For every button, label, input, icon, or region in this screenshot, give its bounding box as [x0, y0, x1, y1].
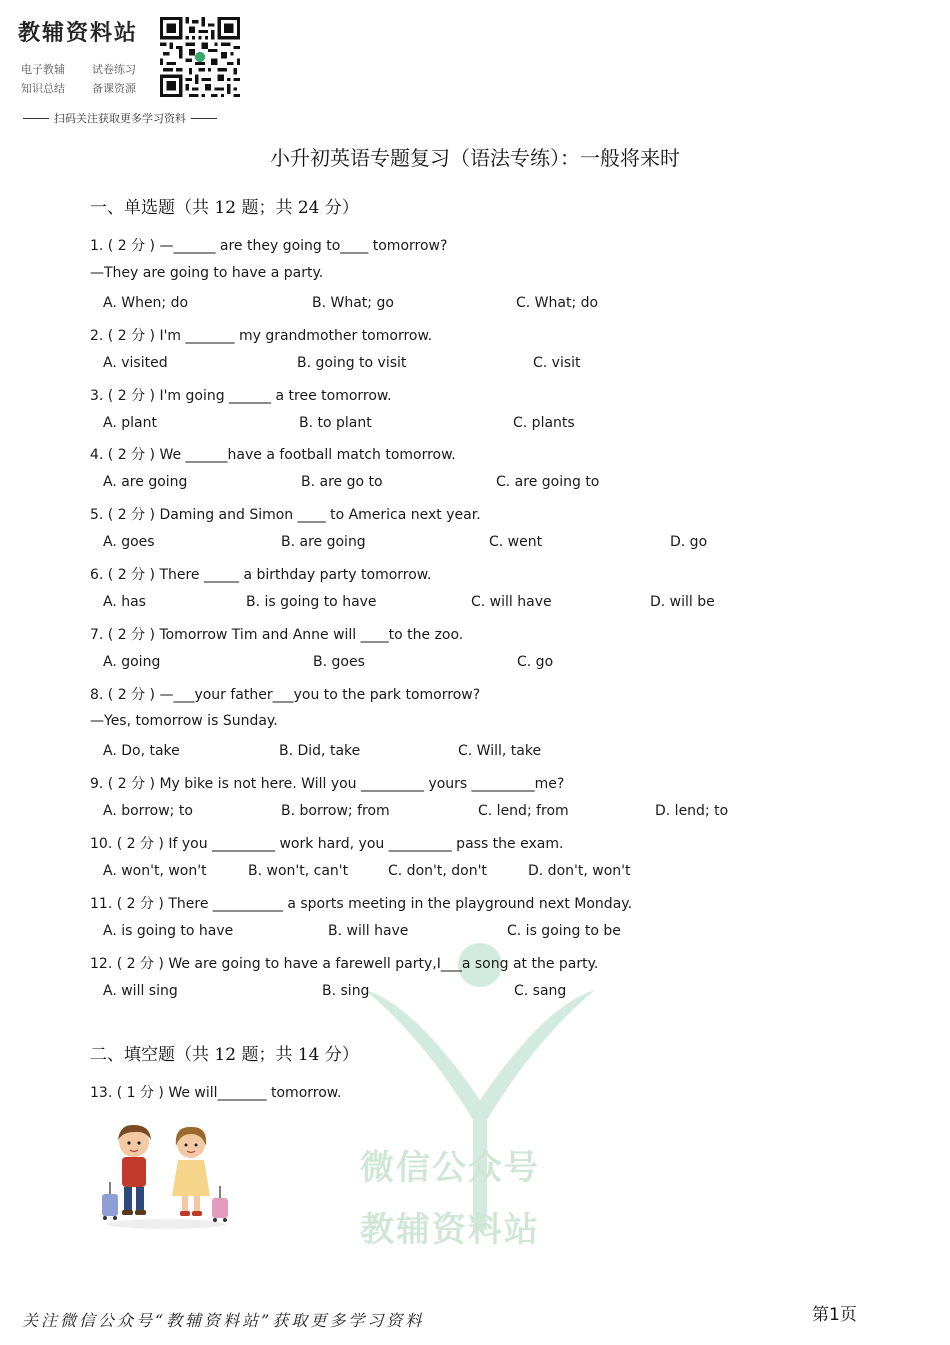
question-11: 11. ( 2 分 ) There __________ a sports meeting in the playground next Monday. — [90, 896, 633, 912]
q5-option-a[interactable]: A. goes — [103, 534, 155, 550]
q7-option-a[interactable]: A. going — [103, 654, 161, 670]
q8-option-c[interactable]: C. Will, take — [458, 743, 542, 759]
q11-option-c[interactable]: C. is going to be — [507, 923, 621, 939]
brand-logo: 教辅资料站 — [18, 21, 139, 46]
q2-option-b[interactable]: B. going to visit — [297, 355, 407, 371]
q8-option-b[interactable]: B. Did, take — [279, 743, 361, 759]
watermark-text-1: 微信公众号 — [360, 1148, 540, 1188]
tag-ebook: 电子教辅 — [21, 63, 65, 76]
q1-option-a[interactable]: A. When; do — [103, 295, 189, 311]
section-heading-fill: 二、填空题（共 12 题；共 14 分） — [90, 1045, 359, 1065]
q7-option-c[interactable]: C. go — [517, 654, 554, 670]
left-rule — [23, 118, 49, 119]
question-10: 10. ( 2 分 ) If you _________ work hard, you _________ pass the exam. — [90, 836, 564, 852]
question-2: 2. ( 2 分 ) I'm _______ my grandmother tomorrow. — [90, 328, 433, 344]
q8-option-a[interactable]: A. Do, take — [103, 743, 180, 759]
q1-option-c[interactable]: C. What; do — [516, 295, 599, 311]
qr-code-icon[interactable] — [160, 17, 240, 97]
watermark-text-2: 教辅资料站 — [360, 1210, 540, 1250]
q9-option-a[interactable]: A. borrow; to — [103, 803, 193, 819]
tag-exam: 试卷练习 — [92, 63, 136, 76]
section-heading-choice: 一、单选题（共 12 题；共 24 分） — [90, 198, 359, 218]
scan-text: 扫码关注获取更多学习资料 — [54, 112, 186, 125]
travel-kids-illustration-icon — [96, 1120, 236, 1230]
question-13: 13. ( 1 分 ) We will_______ tomorrow. — [90, 1085, 342, 1101]
q10-option-b[interactable]: B. won't, can't — [248, 863, 349, 879]
question-5: 5. ( 2 分 ) Daming and Simon ____ to America next year. — [90, 507, 481, 523]
q9-option-c[interactable]: C. lend; from — [478, 803, 569, 819]
right-rule — [191, 118, 217, 119]
q12-option-c[interactable]: C. sang — [514, 983, 567, 999]
q5-option-c[interactable]: C. went — [489, 534, 543, 550]
q10-option-c[interactable]: C. don't, don't — [388, 863, 487, 879]
q12-option-b[interactable]: B. sing — [322, 983, 370, 999]
question-7: 7. ( 2 分 ) Tomorrow Tim and Anne will ____to the zoo. — [90, 627, 464, 643]
q10-option-a[interactable]: A. won't, won't — [103, 863, 207, 879]
q5-option-b[interactable]: B. are going — [281, 534, 366, 550]
question-1: 1. ( 2 分 ) —______ are they going to____ tomorrow? — [90, 238, 448, 254]
q4-option-b[interactable]: B. are go to — [301, 474, 383, 490]
page-title: 小升初英语专题复习（语法专练）：一般将来时 — [270, 146, 680, 170]
question-4: 4. ( 2 分 ) We ______have a football match tomorrow. — [90, 447, 456, 463]
q9-option-b[interactable]: B. borrow; from — [281, 803, 390, 819]
q3-option-a[interactable]: A. plant — [103, 415, 157, 431]
question-1-dialogue: —They are going to have a party. — [90, 265, 324, 281]
q6-option-c[interactable]: C. will have — [471, 594, 552, 610]
q3-option-b[interactable]: B. to plant — [299, 415, 372, 431]
q7-option-b[interactable]: B. goes — [313, 654, 365, 670]
q11-option-b[interactable]: B. will have — [328, 923, 409, 939]
q1-option-b[interactable]: B. What; go — [312, 295, 394, 311]
question-6: 6. ( 2 分 ) There _____ a birthday party tomorrow. — [90, 567, 432, 583]
scan-caption — [18, 110, 222, 126]
q3-option-c[interactable]: C. plants — [513, 415, 575, 431]
q10-option-d[interactable]: D. don't, won't — [528, 863, 631, 879]
q2-option-a[interactable]: A. visited — [103, 355, 168, 371]
q6-option-b[interactable]: B. is going to have — [246, 594, 377, 610]
question-8: 8. ( 2 分 ) —___your father___you to the park tomorrow? — [90, 687, 481, 703]
footer-note: 关注微信公众号“教辅资料站”获取更多学习资料 — [22, 1311, 425, 1330]
tag-summary: 知识总结 — [21, 82, 65, 95]
q2-option-c[interactable]: C. visit — [533, 355, 581, 371]
q12-option-a[interactable]: A. will sing — [103, 983, 178, 999]
question-8-dialogue: —Yes, tomorrow is Sunday. — [90, 713, 278, 729]
q5-option-d[interactable]: D. go — [670, 534, 708, 550]
q4-option-c[interactable]: C. are going to — [496, 474, 600, 490]
question-9: 9. ( 2 分 ) My bike is not here. Will you _________ yours _________me? — [90, 776, 565, 792]
q6-option-a[interactable]: A. has — [103, 594, 146, 610]
tag-resources: 备课资源 — [92, 82, 136, 95]
question-3: 3. ( 2 分 ) I'm going ______ a tree tomorrow. — [90, 388, 392, 404]
q4-option-a[interactable]: A. are going — [103, 474, 188, 490]
q9-option-d[interactable]: D. lend; to — [655, 803, 729, 819]
q11-option-a[interactable]: A. is going to have — [103, 923, 234, 939]
q6-option-d[interactable]: D. will be — [650, 594, 715, 610]
page-number: 第1页 — [812, 1305, 857, 1325]
question-12: 12. ( 2 分 ) We are going to have a farewell party,I___a song at the party. — [90, 956, 599, 972]
